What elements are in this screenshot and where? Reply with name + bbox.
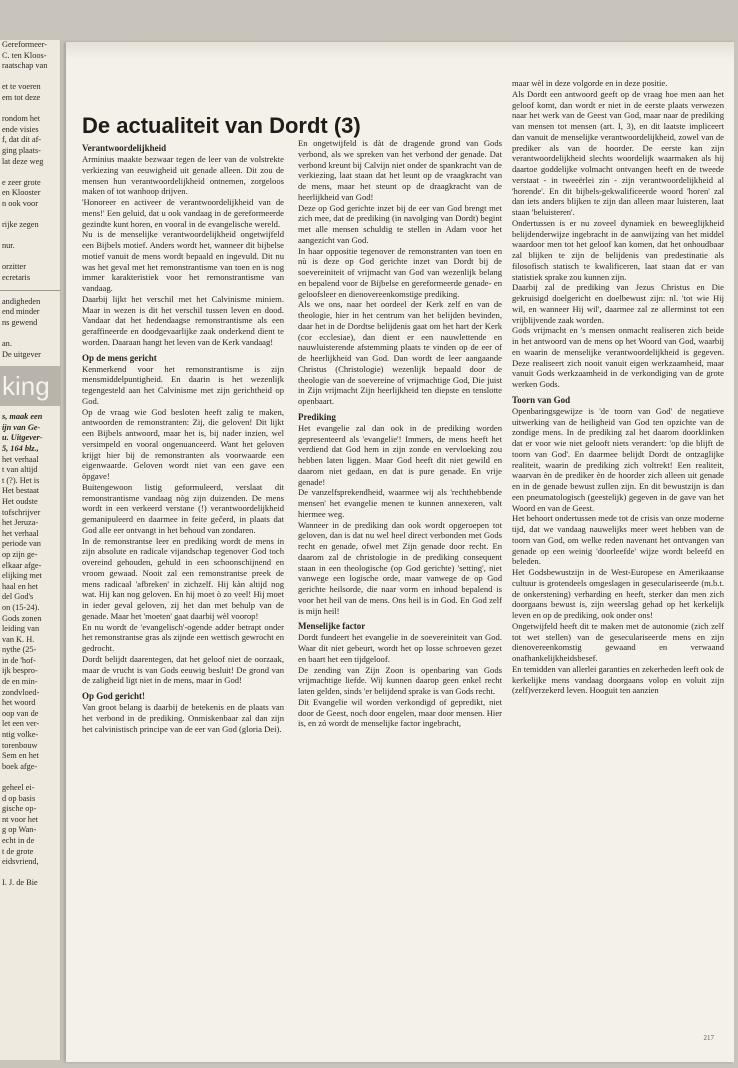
section-heading: Prediking [298,411,336,422]
text-fragment: elkaar afge- [2,560,42,570]
text-fragment: d op basis [2,793,36,803]
text-fragment: e zeer grote [2,177,41,187]
paragraph: Openbaringsgewijze is 'de toorn van God' de negatieve uitwerking van de heiligheid van God ten opzichte van de zondige mens. In de prediking zal het daarom doorklinken dat er voor wie niet gelooft niets verandert: 'op die blijft de toorn van God'. En daarmee belijdt Dordt de ontzaglijke realiteit, waarin de prediking zich voltrekt! Een realiteit, waarvan èn de prediker èn de hoorder zich alleen uit genade en in de genade bewust zullen zijn. En dit bewustzijn is dan een pneumatologisch (geestelijk) gegeven in de gave van het Woord en van de Geest. [512,405,724,513]
text-fragment: zondvloed- [2,687,40,697]
paragraph: Buitengewoon listig geformuleerd, verslaat dit remonstrantisme vandaag nòg zijn duizenden. De mens wordt in een verkeerd verstane (!) verantwoordelijkheid gemanipuleerd en daarmee in feite gečerd, in plaats dat God alle eer ontvangt in het behoud van zondaren. [82,481,284,535]
text-fragment [0,231,60,242]
section-heading: Op God gericht! [82,691,145,701]
text-fragment: haal en het [2,581,38,591]
text-fragment: boek afge- [2,761,38,771]
text-fragment: ijn van Ge- [2,422,41,432]
text-fragment: tofschrijver [2,507,41,517]
text-fragment: t van altijd [2,465,38,475]
text-fragment: Het bestaat [2,486,40,496]
text-fragment: torenbouw [2,740,38,750]
page-fold-shadow [66,42,734,60]
text-fragment: Gereformeer- [2,40,47,49]
text-fragment: echt in de [2,835,35,845]
article-column-2 [298,138,502,1018]
text-fragment: lat deze weg [2,156,44,166]
paragraph: maar wèl in deze volgorde en in deze positie. [512,78,668,88]
text-fragment: gische op- [2,804,37,814]
text-fragment: ecretaris [2,273,31,283]
paragraph: Het evangelie zal dan ook in de prediking worden gepresenteerd als 'evangelie'! Immers, de mens heeft het verdiend dat God hem in zijn zonde en vervloeking zou hebben laten liggen. Maar God heeft dit niet gewild en daarom niet gedaan, en dat is pure genade. En vrije genade! [298,422,502,487]
text-fragment: raatschap van [2,61,48,71]
text-fragment: s, maak een [2,412,43,422]
text-fragment: del God's [2,592,34,602]
text-fragment: orzitter [2,262,26,272]
text-fragment: nur. [2,241,15,251]
text-fragment: het Jeruza- [2,518,39,528]
text-fragment: on (15-24). [2,602,40,612]
paragraph: En temidden van allerlei garanties en zekerheden leeft ook de kerkelijke mens vandaag doorgaans volop en voluit zijn (zelf)verzekerd leven. Hooguit ten aanzien [512,663,724,696]
paragraph: Dordt belijdt daarentegen, dat het geloof niet de oorzaak, maar de vrucht is van Gods eeuwig besluit! De grond van de zaligheid ligt niet in de mens, maar in God! [82,653,284,686]
text-fragment: end minder [2,307,40,317]
text-fragment: ns gewend [2,317,38,327]
text-fragment: I. J. de Bie [2,878,38,888]
paragraph: Als we ons, naar het oordeel der Kerk zelf en van de theologie, hier in het centrum van het belijden bevinden, daar het in de Dordtse belijdenis gaat om het hart der Kerk (cor ecclesiae), dan dient er een nauwlettende en nauwluisterende afstemming plaats te vinden op de eer of de heerlijkheid van God. Dan wordt de leer aangaande Christus (Christologie) wezenlijk bepaald door de theologie van de soevereine of vrijmachtige God, Die juist in Zijn vrijmacht Zijn heerlijkheid ten diepste en tenslotte openbaart. [298,299,502,406]
paragraph: Deze op God gerichte inzet bij de eer van God brengt met zich mee, dat de prediking (in navolging van Dordt) begint met alle mensen schuldig te stellen in Adam voor het aangezicht van God. [298,202,502,245]
previous-page-fragments-mid [0,297,60,361]
text-fragment: em tot deze [2,92,41,102]
text-fragment: oop van de [2,708,39,718]
text-fragment: g op Wan- [2,825,37,835]
text-fragment [0,328,60,339]
text-fragment: Sem en het [2,751,39,761]
text-fragment [0,772,60,783]
text-fragment: leiding van [2,624,40,634]
article-title: De actualiteit van Dordt (3) [82,113,361,138]
paragraph: Daarbij lijkt het verschil met het Calvinisme miniem. Maar in wezen is dit het verschil tussen leven en dood. Vandaar dat het hedendaagse remonstrantisme als een geraffineerde en doodgevaarlijke zaak onderkend dient te worden. Daaraan hangt het leven van de Kerk vandaag! [82,293,284,347]
section-heading: Menselijke factor [298,621,366,632]
previous-page-fragments-low [0,455,60,889]
paragraph: Dordt fundeert het evangelie in de soevereiniteit van God. Waar dit niet gebeurt, wordt het op losse schroeven gezet en baart het een tijdgeloof. [298,632,502,664]
paragraph: Op de vraag wie God besloten heeft zalig te maken, antwoorden de remonstranten: Zij, die geloven! Dit lijkt een Bijbels antwoord, maar het is, bij nader inzien, wel versimpeld en vooral ongenuanceerd. Want het geloven krijgt hier bij de remonstranten als voorwaarde een eigenwaarde. Geloven wordt niet van een gave een òpgave! [82,406,284,481]
divider [0,290,60,291]
text-fragment: u. Uitgever- [2,433,43,443]
text-fragment: C. ten Kloos- [2,50,47,60]
text-fragment: 5, 164 blz., [2,444,39,453]
text-fragment: t (?). Het is [2,475,40,485]
text-fragment [0,210,60,221]
text-fragment: Het oudste [2,496,38,506]
text-fragment: rijke zegen [2,220,39,230]
paragraph: Ondertussen is er nu zoveel dynamiek en beweeglijkheid belijdenderwijze ingebracht in de aanwijzing van het middel waardoor men tot het geloof kan komen, dat het onhoudbaar zal blijken te zijn de belijdenis van predestinatie als filosofisch statisch te kwalificeren, laat staan dat er van statistiek sprake zou kunnen zijn. [512,217,724,282]
paragraph: Als Dordt een antwoord geeft op de vraag hoe men aan het geloof komt, dan wordt er niet in de eerste plaats verwezen naar het werk van de Geest van God, maar naar de prediking van mensen tot mensen (art. I, 3), en dit laatste impliceert dan vanuit de menselijke verantwoordelijkheid, zowel van de prediker als van de hoorder. De eerste kan zijn verantwoordelijkheid slechts woordelijk waarmaken als hij daartoe goddelijke volmacht ontvangen heeft en de tweede verstaat - in tweeërlei zin - zijn verantwoordelijkheid al 'horende'. En dit bijbels-gekwalificeerde woord 'horen' zal dan iets anders blijken te zijn dan alleen maar luisteren, laat staan 'beluisteren'. [512,88,724,217]
text-fragment: andigheden [2,296,41,306]
text-fragment: ende visies [2,124,39,134]
text-fragment: rondom het [2,114,41,124]
text-fragment: n ook voor [2,198,38,208]
text-fragment: ging plaats- [2,145,41,155]
paragraph: En ongetwijfeld is dàt de dragende grond van Gods verbond, als we spreken van het verbond der genade. Dat verbond kreunt bij Calvijn niet onder de spankracht van de verkiezing, laat staan dat het leunt op de vraagkracht van de mens, maar het steunt op de draagkracht van de heerlijkheid van God! [298,138,502,202]
text-fragment: nt voor het [2,814,38,824]
paragraph: En nu wordt de 'evangelisch'-ogende adder betrapt onder het remonstrantse gras als zijnde een wettisch gewrocht en gedrocht. [82,621,284,653]
paragraph: Ongetwijfeld heeft dit te maken met de autonomie (zich zelf tot wet stellen) van de geseculariseerde mens en zijn dienovereenkomstig gewaand en verwaand onafhankelijkheidsbesef. [512,620,724,663]
text-fragment: ijk bespro- [2,666,38,676]
paragraph: De vanzelfsprekendheid, waarmee wij als 'rechthebbende mensen' het evangelie menen te kunnen annexeren, valt hiermee weg. [298,487,502,519]
section-heading: Toorn van God [512,394,571,405]
paragraph: Het Godsbewustzijn in de West-Europese en Amerikaanse cultuur is grotendeels omgeslagen in geseculariseerde (m.b.t. de onkerstening) verharding en heeft, sterker dan men zich doorgaans bewust is, zijn weerslag gehad op het kerkelijk leven en op de prediking, ook onder ons! [512,567,724,620]
text-fragment: t de grote [2,846,34,856]
paragraph: Wanneer in de prediking dan ook wordt opgeroepen tot geloven, dan is dat nu wel heel direct verbonden met Gods recht en genade, ofwel met Zijn genade door recht. En daarom zal de christologie in de prediking consequent staan in een theologische (op God gerichte) 'setting', niet vanwege een logische orde, maar vanwege de op God gerichte heilsorde, die naar vorm en inhoud bepalend is voor het heil van de mens. Ons heil is in God. En God zelf is mijn heil! [298,519,502,616]
text-fragment: nythe (25- [2,645,37,655]
paragraph: Het behoort ondertussen mede tot de crisis van onze moderne tijd, dat we vandaag nauwelijks meer weet hebben van de toorn van God, om welke reden navenant het ontvangen van genade op een weinig 'doorleefde' wijze wordt beleefd en beleden. [512,513,724,567]
text-fragment: f, dat dit af- [2,135,42,145]
paragraph: In haar oppositie tegenover de remonstranten van toen en nù is deze op God gerichte inzet van Dordt bij de soevereiniteit of vrijmacht van God van wezenlijk belang en bepalend voor de Bijbelse en gereformeerde genade- en geloofsleer en dienovereenkomstige prediking. [298,245,502,299]
paragraph: De zending van Zijn Zoon is openbaring van Gods vrijmachtige liefde. Wij kunnen daarop geen enkel recht laten gelden, sinds 'er belijdend sprake is van Gods recht. [298,664,502,696]
text-fragment: het verhaal [2,454,39,464]
paragraph: In de remonstrantse leer en prediking wordt de mens in zijn absolute en radicale vijandschap tegenover God toch overeind gehouden, gehuld in een schoonschijnend en vroom gewaad. Nooit zal een remonstrantse preek de mens radicaal 'afbreken' in zichzelf. Hij kàn altijd nog wat. Hij kan nog geloven. En hij moet ò zo veel! Hij moet in ieder geval geloven, zij het dan met behulp van de genade. Maar het 'moeten' gaat daarbij wèl voorop! [82,535,284,621]
page-number: 217 [703,1034,714,1042]
previous-page-strip [0,40,61,1060]
text-fragment: en Klooster [2,188,41,198]
text-fragment: geheel ei- [2,783,35,792]
text-fragment: an. [2,339,12,349]
paragraph: Van groot belang is daarbij de betekenis en de plaats van het verbond in de prediking. Onmiskenbaar zal dan zijn het calvinistisch principe van de eer van God (gloria Dei). [82,702,284,734]
text-fragment: elijking met [2,571,42,581]
text-fragment: van K. H. [2,634,35,644]
section-heading: Op de mens gericht [82,352,157,363]
paragraph: Daarbij zal de prediking van Jezus Christus en Die gekruisigd doelgericht en doelbewust zijn: nl. 'tot wie Hij wil, en wanneer Hij wil', daarmee zal ze allerminst tot een vrijblijvende zaak worden. [512,282,724,325]
text-fragment [0,252,60,263]
text-fragment: eidsvriend, [2,857,39,867]
text-fragment [0,104,60,115]
previous-page-book-info [0,412,60,454]
text-fragment: het woord [2,698,36,708]
text-fragment: et te voeren [2,82,41,92]
text-fragment: in de 'hof- [2,655,36,665]
text-fragment: de en min- [2,677,38,687]
text-fragment [0,868,60,879]
text-fragment [0,72,60,83]
text-fragment: het verhaal [2,528,39,538]
article-column-1 [82,138,284,1018]
section-heading: Verantwoordelijkheid [82,143,167,153]
paragraph: Kenmerkend voor het remonstrantisme is zijn mensmiddelpuntigheid. En daarin is het wezenlijk tegengesteld aan het Calvinisme met zijn gerichtheid op God. [82,363,284,406]
paragraph: 'Honoreer en activeer de verantwoordelijkheid van de mens!' Een geluid, dat u ook vandaag in de gereformeerde gezindte kunt horen, en vooral in de evangelische wereld. [82,197,284,229]
text-fragment: op zijn ge- [2,549,38,559]
article-column-3 [512,78,724,1018]
text-fragment [0,167,60,178]
previous-page-banner: king [0,366,60,406]
paragraph: Arminius maakte bezwaar tegen de leer van de volstrekte verkiezing van eeuwigheid uit genade alleen. Dit zou de mensen hun verantwoordelijkheid ontnemen, zorgeloos maken of tot wanhoop drijven. [82,154,284,197]
text-fragment: let een ver- [2,719,40,729]
paragraph: Dit Evangelie wil worden verkondigd of gepredikt, niet door de Geest, noch door engelen, maar door mensen. Hier is, en zó wordt de menselijke factor ingebracht, [298,696,502,729]
previous-page-fragments-top [0,40,60,284]
text-fragment: periode van [2,539,41,549]
text-fragment: ntig volke- [2,730,39,740]
text-fragment: De uitgever [2,349,41,359]
paragraph: Nu is de menselijke verantwoordelijkheid ongetwijfeld een Bijbels motief. Anders wordt het, wanneer dit bijbelse motief vanuit de mens wordt bepaald en ingevuld. Dit nu was het geval met het remonstrantisme van toen en is nog immer karakteristiek voor het remonstrantisme van vandaag. [82,229,284,293]
text-fragment: Gods zonen [2,613,42,623]
paragraph: Gods vrijmacht en 's mensen onmacht realiseren zich beide in het antwoord van de mens op het Woord van God, waarbij en waarin de menselijke verantwoordelijkheid is gegeven. Deze realiseert zich nooit vanuit eigen werkzaamheid, maar vanuit Gods werkzaamheid in de verkondiging van de grote werken Gods. [512,325,724,389]
